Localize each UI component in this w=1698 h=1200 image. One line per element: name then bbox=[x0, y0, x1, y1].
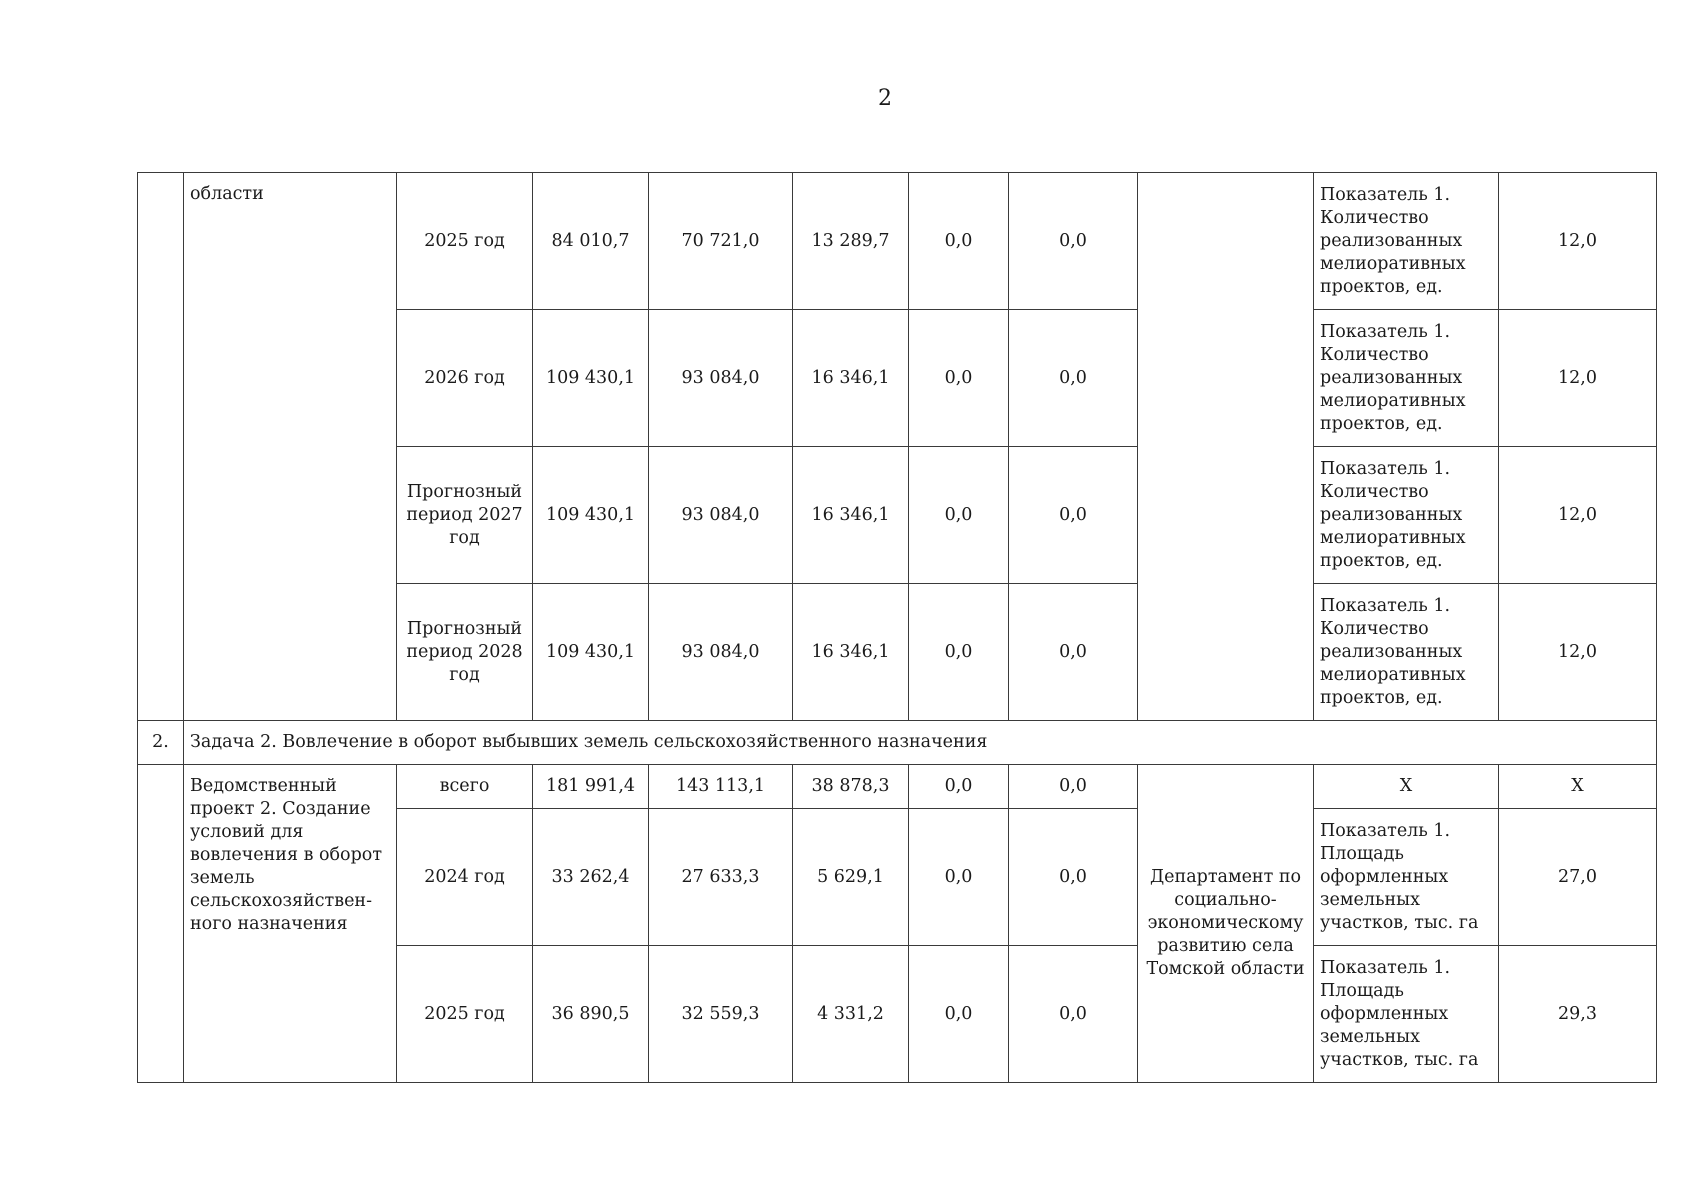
local-cell: 0,0 bbox=[909, 946, 1009, 1083]
executor-cell bbox=[1138, 173, 1314, 721]
federal-cell: 32 559,3 bbox=[649, 946, 793, 1083]
total-cell: 181 991,4 bbox=[533, 765, 649, 809]
period-cell: Прогнозный период 2028 год bbox=[397, 584, 533, 721]
federal-cell: 93 084,0 bbox=[649, 310, 793, 447]
period-cell: 2025 год bbox=[397, 173, 533, 310]
indicator-value-cell: 27,0 bbox=[1499, 809, 1657, 946]
regional-cell: 16 346,1 bbox=[793, 447, 909, 584]
indicator-value-cell: 12,0 bbox=[1499, 173, 1657, 310]
indicator-value-cell: 12,0 bbox=[1499, 447, 1657, 584]
extra-cell: 0,0 bbox=[1009, 765, 1138, 809]
total-cell: 109 430,1 bbox=[533, 584, 649, 721]
federal-cell: 70 721,0 bbox=[649, 173, 793, 310]
indicator-cell: Показатель 1. Количество реализованных мелиоративных проектов, ед. bbox=[1314, 447, 1499, 584]
indicator-cell: Показатель 1. Количество реализованных мелиоративных проектов, ед. bbox=[1314, 310, 1499, 447]
local-cell: 0,0 bbox=[909, 809, 1009, 946]
indicator-value-cell: 12,0 bbox=[1499, 584, 1657, 721]
total-cell: 109 430,1 bbox=[533, 447, 649, 584]
regional-cell: 16 346,1 bbox=[793, 584, 909, 721]
indicator-cell: Показатель 1. Количество реализованных мелиоративных проектов, ед. bbox=[1314, 173, 1499, 310]
task-title-cell: Задача 2. Вовлечение в оборот выбывших земель сельскохозяйственного назначения bbox=[184, 721, 1657, 765]
period-cell: Прогнозный период 2027 год bbox=[397, 447, 533, 584]
total-cell: 33 262,4 bbox=[533, 809, 649, 946]
local-cell: 0,0 bbox=[909, 173, 1009, 310]
indicator-cell: Показатель 1. Площадь оформленных земельных участков, тыс. га bbox=[1314, 809, 1499, 946]
extra-cell: 0,0 bbox=[1009, 584, 1138, 721]
extra-cell: 0,0 bbox=[1009, 946, 1138, 1083]
indicator-cell: Х bbox=[1314, 765, 1499, 809]
extra-cell: 0,0 bbox=[1009, 447, 1138, 584]
indicator-value-cell: Х bbox=[1499, 765, 1657, 809]
federal-cell: 143 113,1 bbox=[649, 765, 793, 809]
indicator-cell: Показатель 1. Количество реализованных мелиоративных проектов, ед. bbox=[1314, 584, 1499, 721]
indicator-value-cell: 12,0 bbox=[1499, 310, 1657, 447]
row-number-cell bbox=[138, 173, 184, 721]
indicator-cell: Показатель 1. Площадь оформленных земельных участков, тыс. га bbox=[1314, 946, 1499, 1083]
task-number-cell: 2. bbox=[138, 721, 184, 765]
program-table bbox=[137, 172, 1657, 1083]
federal-cell: 27 633,3 bbox=[649, 809, 793, 946]
regional-cell: 4 331,2 bbox=[793, 946, 909, 1083]
period-cell: 2025 год bbox=[397, 946, 533, 1083]
extra-cell: 0,0 bbox=[1009, 173, 1138, 310]
project-name-cell: Ведомственный проект 2. Создание условий для вовлечения в оборот земель сельскохозяйствен-ного назначения bbox=[184, 765, 397, 1083]
indicator-value-cell: 29,3 bbox=[1499, 946, 1657, 1083]
regional-cell: 13 289,7 bbox=[793, 173, 909, 310]
total-cell: 36 890,5 bbox=[533, 946, 649, 1083]
period-cell: 2026 год bbox=[397, 310, 533, 447]
regional-cell: 16 346,1 bbox=[793, 310, 909, 447]
local-cell: 0,0 bbox=[909, 584, 1009, 721]
executor-cell: Департамент по социально-экономическому развитию села Томской области bbox=[1138, 765, 1314, 1083]
page-number: 2 bbox=[878, 86, 892, 111]
total-cell: 109 430,1 bbox=[533, 310, 649, 447]
local-cell: 0,0 bbox=[909, 310, 1009, 447]
extra-cell: 0,0 bbox=[1009, 310, 1138, 447]
table-row bbox=[138, 765, 1657, 809]
federal-cell: 93 084,0 bbox=[649, 447, 793, 584]
table-row bbox=[138, 173, 1657, 310]
local-cell: 0,0 bbox=[909, 447, 1009, 584]
local-cell: 0,0 bbox=[909, 765, 1009, 809]
total-cell: 84 010,7 bbox=[533, 173, 649, 310]
task-row bbox=[138, 721, 1657, 765]
extra-cell: 0,0 bbox=[1009, 809, 1138, 946]
project-name-cell: области bbox=[184, 173, 397, 721]
regional-cell: 38 878,3 bbox=[793, 765, 909, 809]
federal-cell: 93 084,0 bbox=[649, 584, 793, 721]
regional-cell: 5 629,1 bbox=[793, 809, 909, 946]
row-number-cell bbox=[138, 765, 184, 1083]
period-cell: всего bbox=[397, 765, 533, 809]
period-cell: 2024 год bbox=[397, 809, 533, 946]
